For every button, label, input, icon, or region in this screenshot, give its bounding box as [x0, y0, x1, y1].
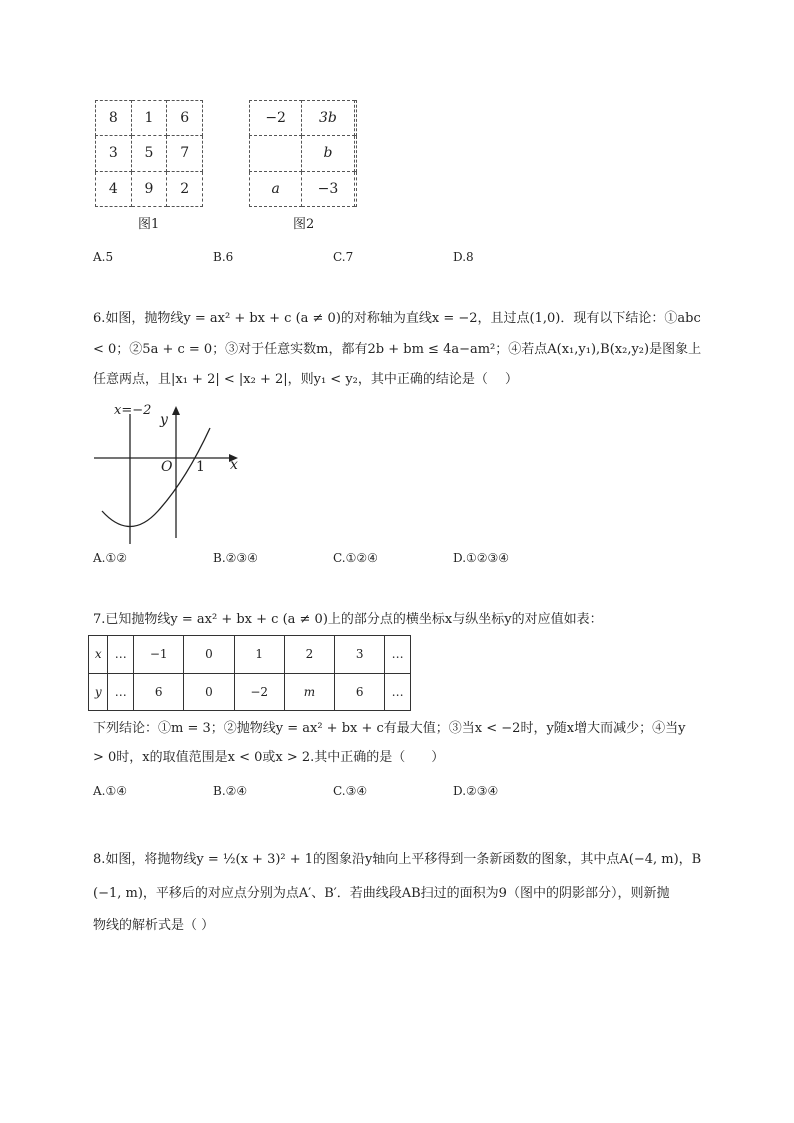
- q7-conclusions-line-2: > 0时，x的取值范围是x < 0或x > 2.其中正确的是（ ）: [93, 750, 445, 765]
- q5-option-b[interactable]: B.6: [213, 250, 234, 264]
- table-cell: m: [284, 673, 334, 711]
- grid-cell: [354, 171, 356, 206]
- table-cell: 0: [184, 636, 234, 674]
- x-axis-label: x: [230, 457, 238, 473]
- root-label: 1: [196, 459, 205, 475]
- q7-option-d[interactable]: D.②③④: [453, 784, 499, 798]
- table-cell: …: [385, 636, 411, 674]
- table-cell: 6: [134, 673, 184, 711]
- magic-square-figure-2: [249, 100, 357, 207]
- table-cell: 3: [335, 636, 385, 674]
- q7-option-c[interactable]: C.③④: [333, 784, 368, 798]
- table-cell: …: [108, 673, 134, 711]
- table-cell: x: [89, 636, 108, 674]
- table-cell: y: [89, 673, 108, 711]
- grid-cell: 4: [96, 171, 132, 206]
- table-cell: 2: [284, 636, 334, 674]
- y-axis-label: y: [160, 412, 168, 428]
- grid-cell: [354, 101, 356, 136]
- grid-cell: 6: [167, 101, 203, 136]
- grid-cell: 3b: [302, 101, 354, 136]
- parabola-curve: [102, 428, 210, 527]
- q6-stem-line-1: 6.如图，抛物线y = ax² + bx + c (a ≠ 0)的对称轴为直线x = −2，且过点(1,0)．现有以下结论：①abc: [93, 311, 701, 326]
- q6-option-c[interactable]: C.①②④: [333, 551, 378, 565]
- q6-option-d[interactable]: D.①②③④: [453, 551, 510, 565]
- magic-square-figure-1: [95, 100, 203, 207]
- origin-label: O: [161, 459, 173, 475]
- grid-cell: 1: [131, 101, 167, 136]
- table-cell: −1: [134, 636, 184, 674]
- figure-1-caption: 图1: [138, 217, 160, 232]
- q7-value-table: [88, 635, 411, 711]
- grid-cell: a: [250, 171, 302, 206]
- q7-option-b[interactable]: B.②④: [213, 784, 248, 798]
- q5-option-d[interactable]: D.8: [453, 250, 474, 264]
- grid-cell: 5: [131, 136, 167, 171]
- grid-cell: [250, 136, 302, 171]
- q6-parabola-graph: [92, 398, 252, 544]
- figure-2-caption: 图2: [293, 217, 315, 232]
- grid-cell: −3: [302, 171, 354, 206]
- grid-cell: −2: [250, 101, 302, 136]
- q6-stem-line-2: < 0；②5a + c = 0；③对于任意实数m，都有2b + bm ≤ 4a−am²；④若点A(x₁,y₁),B(x₂,y₂)是图象上: [93, 342, 702, 357]
- grid-cell: 2: [167, 171, 203, 206]
- grid-cell: 7: [167, 136, 203, 171]
- grid-cell: [354, 136, 356, 171]
- symmetry-line-label: x=−2: [114, 403, 152, 418]
- q8-stem-line-1: 8.如图，将抛物线y = ½(x + 3)² + 1的图象沿y轴向上平移得到一条新函数的图象，其中点A(−4, m)，B: [93, 852, 702, 867]
- table-cell: 6: [335, 673, 385, 711]
- q7-conclusions-line-1: 下列结论：①m = 3；②抛物线y = ax² + bx + c有最大值；③当x < −2时，y随x增大而减少；④当y: [93, 721, 686, 736]
- table-cell: −2: [234, 673, 284, 711]
- q6-option-a[interactable]: A.①②: [93, 551, 127, 565]
- grid-cell: 8: [96, 101, 132, 136]
- table-row: [89, 636, 411, 674]
- q6-stem-line-3: 任意两点，且|x₁ + 2| < |x₂ + 2|，则y₁ < y₂，其中正确的结论是（ ）: [93, 372, 519, 387]
- table-cell: …: [385, 673, 411, 711]
- table-cell: 0: [184, 673, 234, 711]
- grid-cell: 9: [131, 171, 167, 206]
- q5-option-c[interactable]: C.7: [333, 250, 354, 264]
- q8-stem-line-2: (−1, m)，平移后的对应点分别为点A′、B′．若曲线段AB扫过的面积为9（图中的阴影部分），则新抛: [93, 886, 670, 901]
- grid-cell: 3: [96, 136, 132, 171]
- q8-stem-line-3: 物线的解析式是（ ）: [93, 918, 215, 933]
- table-cell: 1: [234, 636, 284, 674]
- q5-option-a[interactable]: A.5: [93, 250, 114, 264]
- q7-option-a[interactable]: A.①④: [93, 784, 127, 798]
- table-cell: …: [108, 636, 134, 674]
- q6-option-b[interactable]: B.②③④: [213, 551, 258, 565]
- q7-stem: 7.已知抛物线y = ax² + bx + c (a ≠ 0)上的部分点的横坐标x与纵坐标y的对应值如表：: [93, 612, 603, 627]
- y-axis-arrow: [172, 406, 180, 415]
- grid-cell: b: [302, 136, 354, 171]
- table-row: [89, 673, 411, 711]
